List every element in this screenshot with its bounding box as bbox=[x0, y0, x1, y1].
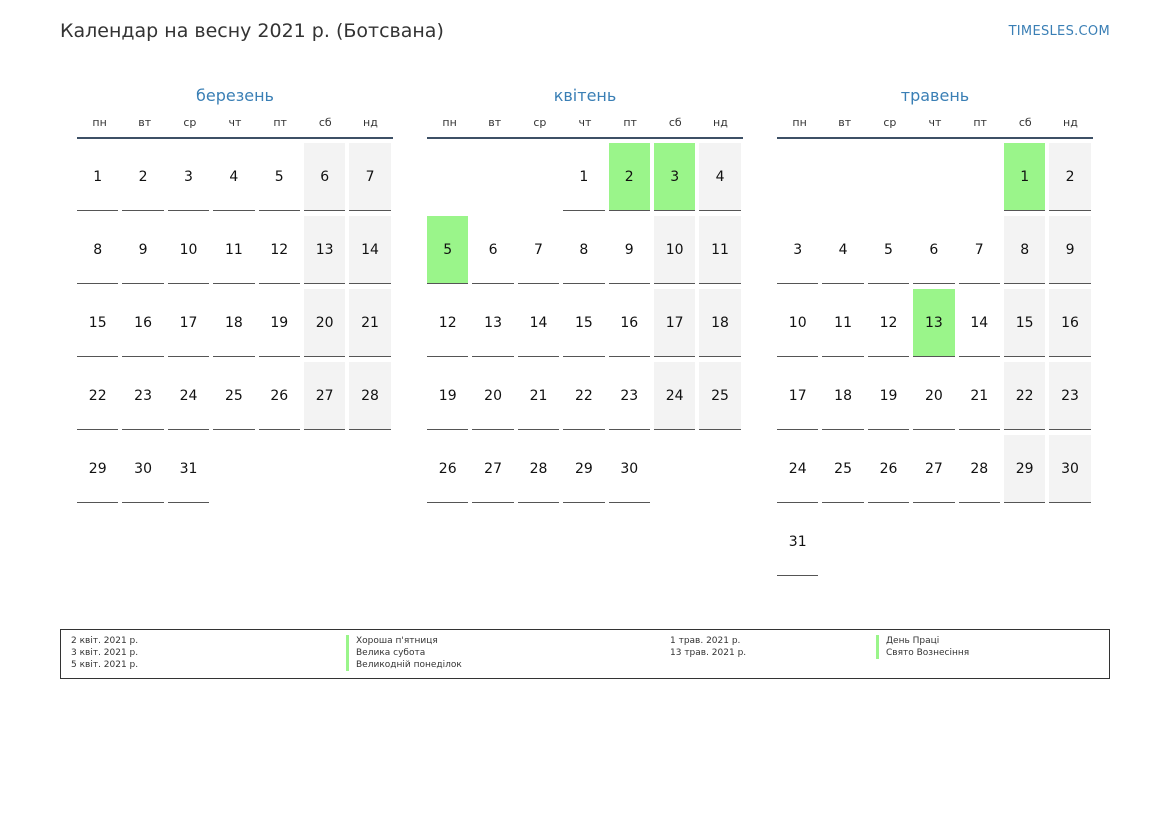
day-cell: 12 bbox=[868, 289, 909, 357]
day-cell: 22 bbox=[1004, 362, 1045, 430]
day-cell: 25 bbox=[699, 362, 740, 430]
holiday-legend bbox=[60, 629, 1110, 679]
day-cell: 4 bbox=[699, 143, 740, 211]
day-cell: 4 bbox=[213, 143, 254, 211]
weekday-label: ср bbox=[883, 116, 897, 129]
day-cell: 5 bbox=[868, 216, 909, 284]
empty-cell bbox=[913, 143, 954, 211]
weekday-label: чт bbox=[928, 116, 942, 129]
empty-cell bbox=[868, 143, 909, 211]
day-cell: 12 bbox=[259, 216, 300, 284]
day-cell: 3 bbox=[168, 143, 209, 211]
month-april bbox=[427, 84, 743, 503]
weekday-label: сб bbox=[318, 116, 332, 129]
weekday-label: чт bbox=[228, 116, 242, 129]
day-cell: 28 bbox=[349, 362, 390, 430]
day-cell: 8 bbox=[563, 216, 604, 284]
day-cell: 17 bbox=[168, 289, 209, 357]
day-cell: 10 bbox=[654, 216, 695, 284]
day-cell: 13 bbox=[472, 289, 513, 357]
day-cell: 19 bbox=[868, 362, 909, 430]
day-cell: 19 bbox=[427, 362, 468, 430]
day-cell: 30 bbox=[122, 435, 163, 503]
weekday-header bbox=[77, 116, 393, 139]
day-cell: 14 bbox=[349, 216, 390, 284]
day-cell: 9 bbox=[122, 216, 163, 284]
day-cell: 20 bbox=[472, 362, 513, 430]
day-cell: 9 bbox=[1049, 216, 1090, 284]
legend-holiday-name: Великодній понеділок bbox=[346, 659, 462, 671]
day-cell: 3 bbox=[777, 216, 818, 284]
day-cell: 30 bbox=[1049, 435, 1090, 503]
day-cell: 8 bbox=[77, 216, 118, 284]
day-cell: 11 bbox=[699, 216, 740, 284]
month-name: квітень bbox=[553, 86, 617, 105]
day-cell: 14 bbox=[518, 289, 559, 357]
day-cell: 1 bbox=[77, 143, 118, 211]
month-name: березень bbox=[196, 86, 274, 105]
day-cell: 6 bbox=[304, 143, 345, 211]
day-cell: 9 bbox=[609, 216, 650, 284]
day-cell: 18 bbox=[213, 289, 254, 357]
weekday-label: пн bbox=[92, 116, 107, 129]
day-cell: 20 bbox=[913, 362, 954, 430]
weekday-label: пн bbox=[792, 116, 807, 129]
day-cell: 10 bbox=[168, 216, 209, 284]
day-cell: 2 bbox=[1049, 143, 1090, 211]
weekday-label: ср bbox=[183, 116, 197, 129]
day-grid bbox=[77, 143, 393, 503]
day-cell: 8 bbox=[1004, 216, 1045, 284]
day-grid bbox=[777, 143, 1093, 576]
day-cell: 10 bbox=[777, 289, 818, 357]
day-cell: 24 bbox=[654, 362, 695, 430]
day-cell: 27 bbox=[913, 435, 954, 503]
legend-date: 5 квіт. 2021 р. bbox=[71, 660, 139, 670]
day-cell: 21 bbox=[518, 362, 559, 430]
day-cell: 15 bbox=[77, 289, 118, 357]
weekday-label: ср bbox=[533, 116, 547, 129]
day-cell: 2 bbox=[122, 143, 163, 211]
day-cell: 11 bbox=[822, 289, 863, 357]
day-cell: 6 bbox=[472, 216, 513, 284]
day-cell: 28 bbox=[518, 435, 559, 503]
day-cell: 26 bbox=[427, 435, 468, 503]
legend-date: 1 трав. 2021 р. bbox=[670, 636, 741, 646]
empty-cell bbox=[959, 143, 1000, 211]
holiday-day-cell: 1 bbox=[1004, 143, 1045, 211]
day-cell: 31 bbox=[777, 508, 818, 576]
day-cell: 31 bbox=[168, 435, 209, 503]
day-cell: 28 bbox=[959, 435, 1000, 503]
month-name: травень bbox=[900, 86, 970, 105]
empty-cell bbox=[427, 143, 468, 211]
empty-cell bbox=[777, 143, 818, 211]
day-cell: 15 bbox=[1004, 289, 1045, 357]
weekday-label: нд bbox=[1063, 116, 1078, 129]
day-cell: 25 bbox=[213, 362, 254, 430]
day-cell: 23 bbox=[609, 362, 650, 430]
day-cell: 15 bbox=[563, 289, 604, 357]
empty-cell bbox=[822, 143, 863, 211]
day-cell: 16 bbox=[122, 289, 163, 357]
weekday-label: пн bbox=[442, 116, 457, 129]
day-cell: 24 bbox=[168, 362, 209, 430]
weekday-label: нд bbox=[713, 116, 728, 129]
day-cell: 25 bbox=[822, 435, 863, 503]
day-cell: 12 bbox=[427, 289, 468, 357]
month-may bbox=[777, 84, 1093, 576]
weekday-label: сб bbox=[1018, 116, 1032, 129]
day-cell: 5 bbox=[259, 143, 300, 211]
day-cell: 7 bbox=[959, 216, 1000, 284]
day-cell: 27 bbox=[472, 435, 513, 503]
day-cell: 17 bbox=[777, 362, 818, 430]
weekday-label: пт bbox=[973, 116, 987, 129]
day-cell: 30 bbox=[609, 435, 650, 503]
weekday-label: пт bbox=[273, 116, 287, 129]
day-cell: 21 bbox=[349, 289, 390, 357]
day-cell: 7 bbox=[349, 143, 390, 211]
day-grid bbox=[427, 143, 743, 503]
day-cell: 19 bbox=[259, 289, 300, 357]
day-cell: 7 bbox=[518, 216, 559, 284]
page-title: Календар на весну 2021 р. (Ботсвана) bbox=[60, 20, 444, 42]
day-cell: 16 bbox=[1049, 289, 1090, 357]
day-cell: 13 bbox=[304, 216, 345, 284]
weekday-header bbox=[427, 116, 743, 139]
weekday-label: вт bbox=[838, 116, 852, 129]
day-cell: 17 bbox=[654, 289, 695, 357]
legend-holiday-name: Велика субота bbox=[346, 647, 425, 659]
day-cell: 23 bbox=[122, 362, 163, 430]
weekday-label: сб bbox=[668, 116, 682, 129]
day-cell: 26 bbox=[259, 362, 300, 430]
day-cell: 1 bbox=[563, 143, 604, 211]
legend-holiday-name: Хороша п'ятниця bbox=[346, 635, 438, 647]
weekday-label: пт bbox=[623, 116, 637, 129]
day-cell: 22 bbox=[77, 362, 118, 430]
day-cell: 22 bbox=[563, 362, 604, 430]
day-cell: 18 bbox=[699, 289, 740, 357]
empty-cell bbox=[472, 143, 513, 211]
brand-link[interactable]: TIMESLES.COM bbox=[1008, 24, 1110, 39]
day-cell: 29 bbox=[77, 435, 118, 503]
day-cell: 18 bbox=[822, 362, 863, 430]
legend-holiday-name: День Праці bbox=[876, 635, 939, 647]
day-cell: 29 bbox=[1004, 435, 1045, 503]
weekday-header bbox=[777, 116, 1093, 139]
empty-cell bbox=[518, 143, 559, 211]
legend-date: 3 квіт. 2021 р. bbox=[71, 648, 139, 658]
legend-date: 2 квіт. 2021 р. bbox=[71, 636, 139, 646]
day-cell: 11 bbox=[213, 216, 254, 284]
legend-holiday-name: Свято Вознесіння bbox=[876, 647, 969, 659]
holiday-day-cell: 2 bbox=[609, 143, 650, 211]
legend-date: 13 трав. 2021 р. bbox=[670, 648, 747, 658]
day-cell: 16 bbox=[609, 289, 650, 357]
day-cell: 4 bbox=[822, 216, 863, 284]
day-cell: 6 bbox=[913, 216, 954, 284]
holiday-day-cell: 3 bbox=[654, 143, 695, 211]
day-cell: 20 bbox=[304, 289, 345, 357]
weekday-label: нд bbox=[363, 116, 378, 129]
weekday-label: вт bbox=[138, 116, 152, 129]
day-cell: 14 bbox=[959, 289, 1000, 357]
day-cell: 23 bbox=[1049, 362, 1090, 430]
day-cell: 21 bbox=[959, 362, 1000, 430]
month-march bbox=[77, 84, 393, 503]
holiday-day-cell: 13 bbox=[913, 289, 954, 357]
holiday-day-cell: 5 bbox=[427, 216, 468, 284]
weekday-label: вт bbox=[488, 116, 502, 129]
day-cell: 24 bbox=[777, 435, 818, 503]
day-cell: 29 bbox=[563, 435, 604, 503]
weekday-label: чт bbox=[578, 116, 592, 129]
day-cell: 27 bbox=[304, 362, 345, 430]
day-cell: 26 bbox=[868, 435, 909, 503]
